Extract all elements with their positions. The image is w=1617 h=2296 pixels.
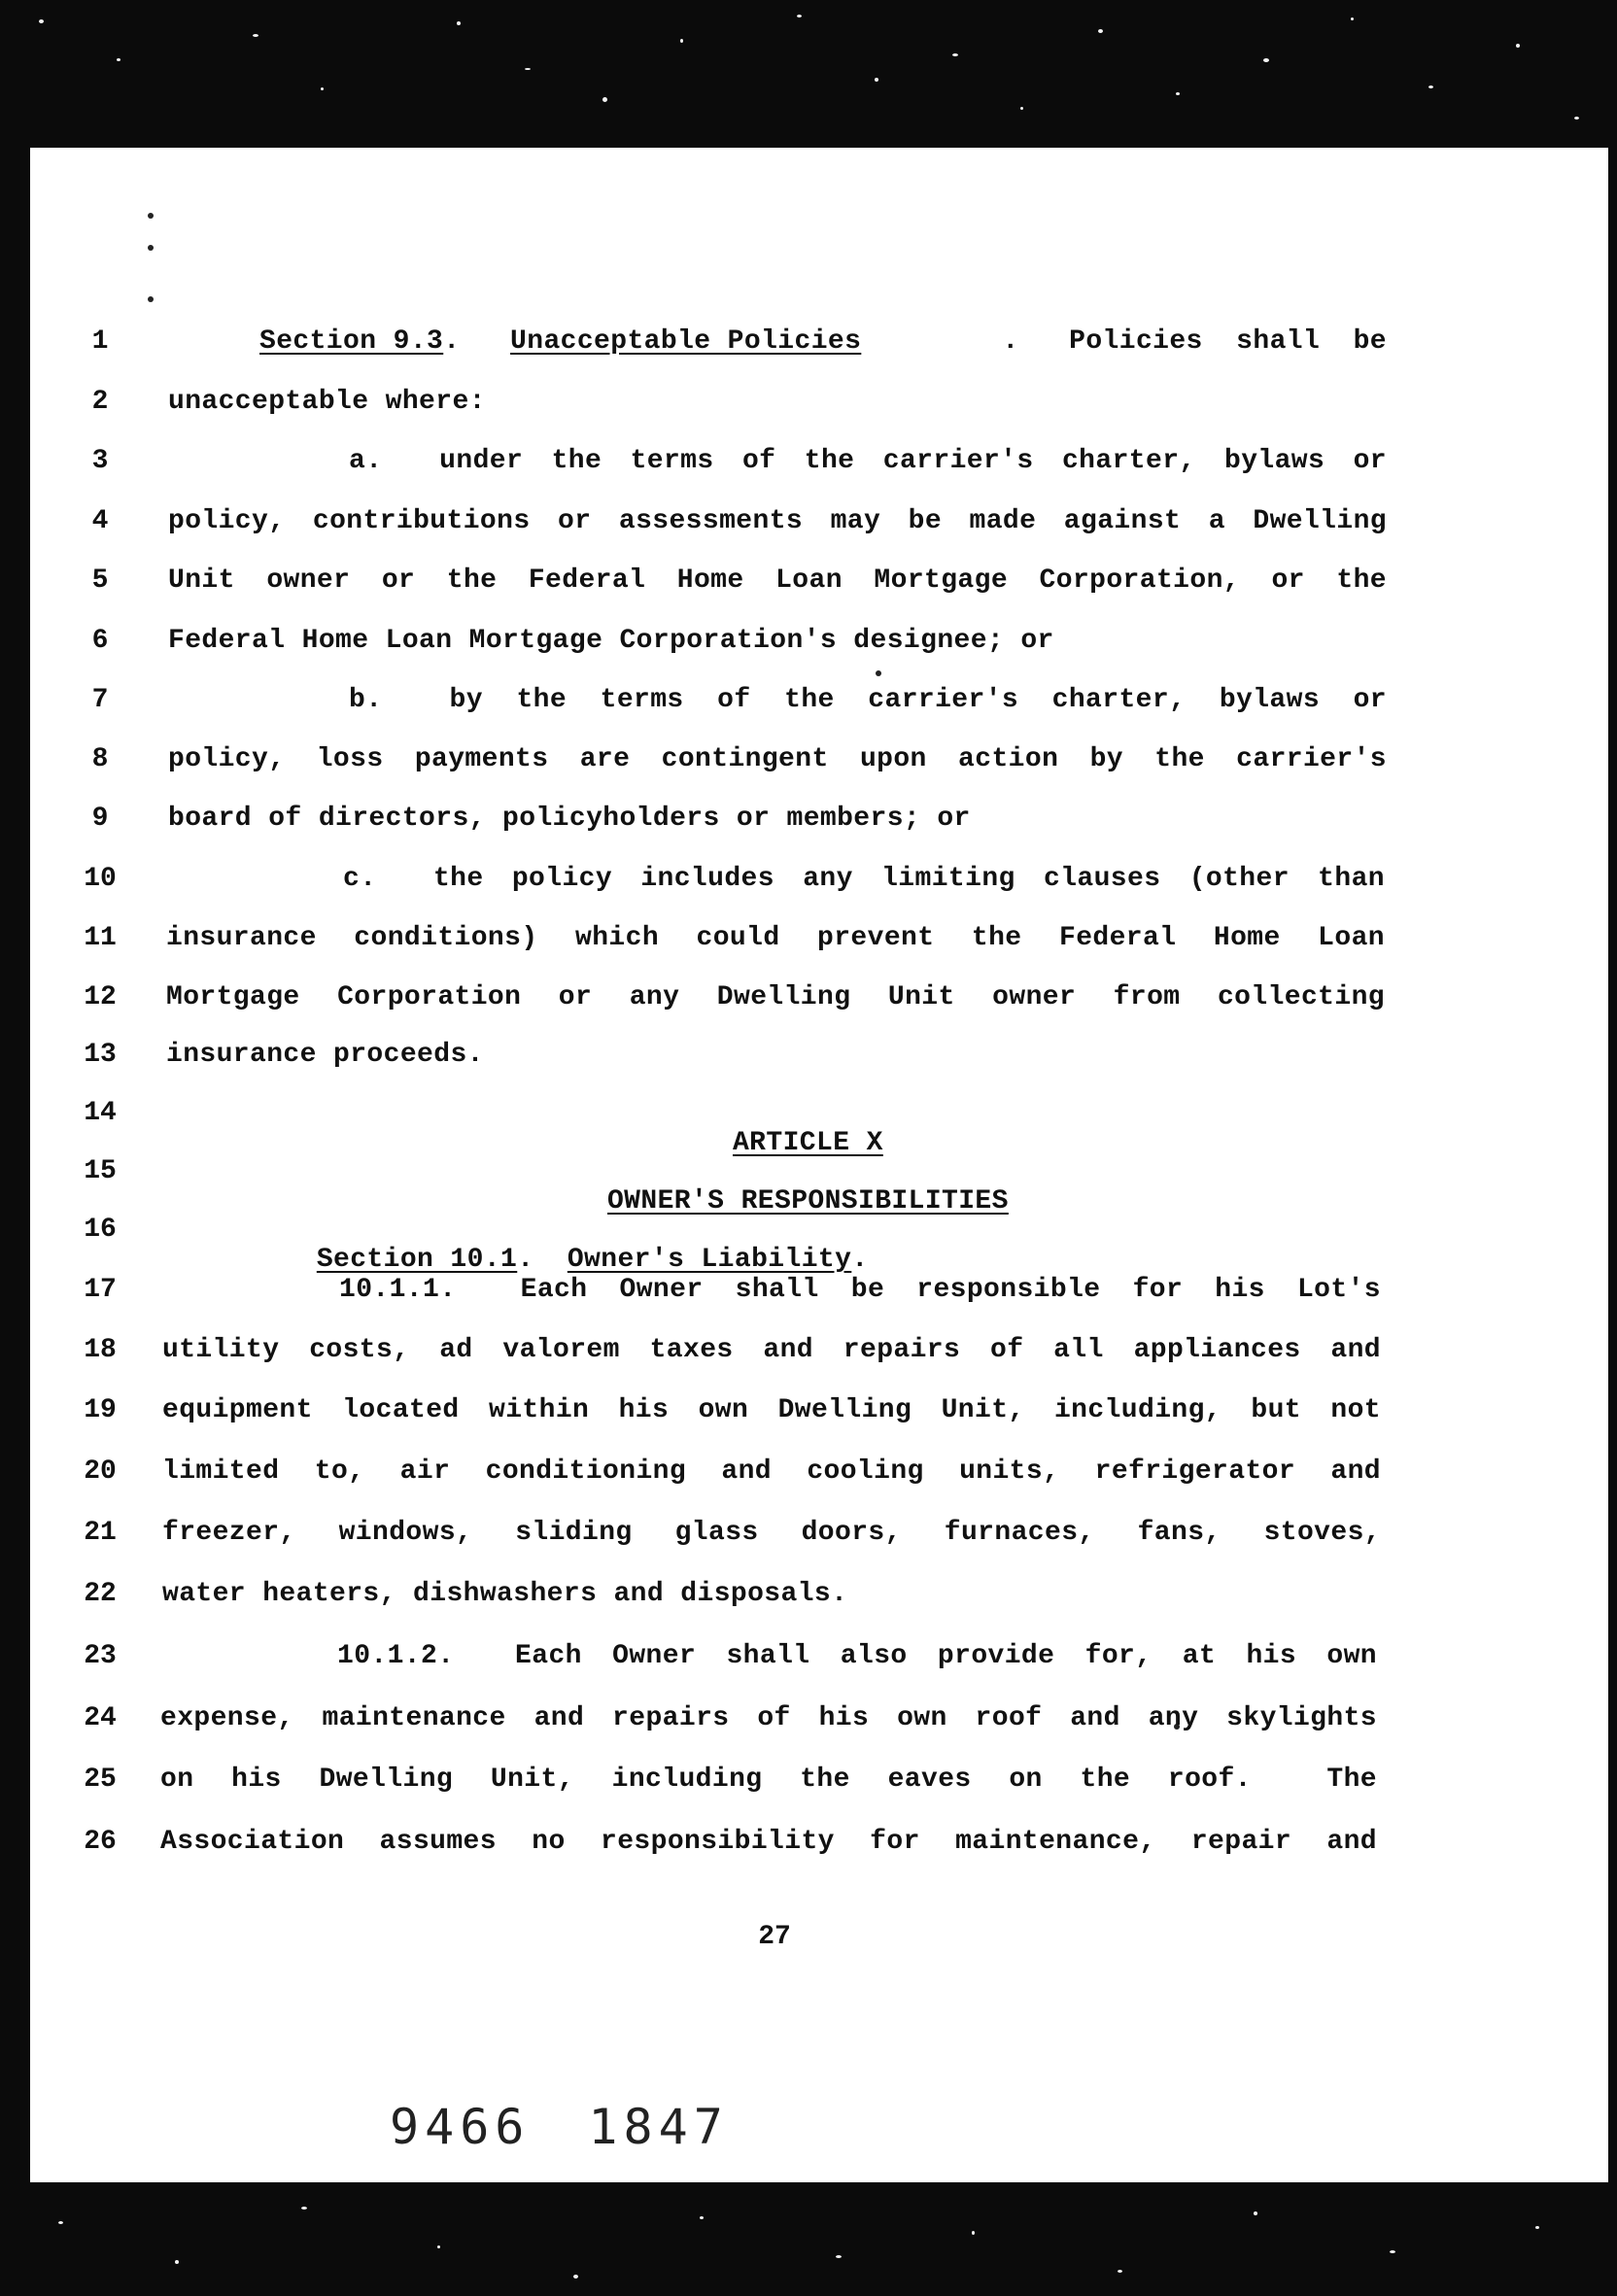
line-number: 4 [91, 506, 109, 536]
line-number: 1 [91, 326, 109, 357]
document-page [30, 148, 1608, 2182]
article-title-text: OWNER'S RESPONSIBILITIES [606, 1186, 1009, 1217]
line-number: 26 [84, 1827, 117, 1857]
text-line: a. under the terms of the carrier's charter, bylaws or [349, 446, 1387, 476]
line-number: 16 [84, 1215, 117, 1245]
line-number: 24 [84, 1703, 117, 1733]
text-line: on his Dwelling Unit, including the eaves on the roof. The [160, 1765, 1377, 1795]
line-number: 25 [84, 1765, 117, 1795]
text-line: unacceptable where: [168, 387, 486, 417]
text-line: Unit owner or the Federal Home Loan Mortgage Corporation, or the [168, 565, 1387, 596]
stamp-book-number: 9466 [390, 2099, 531, 2155]
text-line: water heaters, dishwashers and disposals. [162, 1579, 848, 1609]
text-line: limited to, air conditioning and cooling units, refrigerator and [162, 1456, 1381, 1487]
line-number: 14 [84, 1098, 117, 1128]
stamp-page-number: 1847 [588, 2099, 729, 2155]
text-line: Association assumes no responsibility for maintenance, repair and [160, 1827, 1377, 1857]
section-9-3-label: Section 9.3 [259, 326, 444, 357]
article-number: ARTICLE X [732, 1128, 883, 1158]
text-line: expense, maintenance and repairs of his own roof and any skylights [160, 1703, 1377, 1733]
line-number: 19 [84, 1395, 117, 1425]
scan-border-top [0, 0, 1617, 148]
text-fragment: . Policies shall be [1002, 326, 1387, 357]
text-line: policy, contributions or assessments may be made against a Dwelling [168, 506, 1387, 536]
line-number: 2 [91, 387, 109, 417]
scan-speck [148, 245, 154, 251]
section-9-3-heading [259, 326, 1387, 357]
line-number: 10 [84, 864, 117, 894]
text-line: b. by the terms of the carrier's charter, bylaws or [349, 685, 1387, 715]
text-line: equipment located within his own Dwelling Unit, including, but not [162, 1395, 1381, 1425]
text-line: insurance proceeds. [166, 1040, 484, 1070]
line-number: 15 [84, 1156, 117, 1186]
text-fragment: . [443, 326, 511, 357]
line-number: 18 [84, 1335, 117, 1365]
line-number: 22 [84, 1579, 117, 1609]
line-number: 7 [91, 685, 109, 715]
text-line: Federal Home Loan Mortgage Corporation's designee; or [168, 626, 1054, 656]
section-10-1-label: Section 10.1 [316, 1245, 518, 1275]
line-number: 3 [91, 446, 109, 476]
scan-speck [876, 670, 881, 676]
recording-stamp [390, 2099, 787, 2155]
text-line: board of directors, policyholders or members; or [168, 804, 971, 834]
line-number: 11 [84, 923, 117, 953]
line-number: 8 [91, 744, 109, 774]
text-fragment: . [851, 1245, 869, 1275]
text-line: Mortgage Corporation or any Dwelling Unit owner from collecting [166, 982, 1385, 1012]
page-number: 27 [758, 1922, 791, 1952]
line-number: 5 [91, 565, 109, 596]
text-line: 10.1.2. Each Owner shall also provide for, at his own [337, 1641, 1377, 1671]
text-line: insurance conditions) which could prevent the Federal Home Loan [166, 923, 1385, 953]
text-line: policy, loss payments are contingent upon action by the carrier's [168, 744, 1387, 774]
text-line: utility costs, ad valorem taxes and repairs of all appliances and [162, 1335, 1381, 1365]
section-10-1-title: Owner's Liability [567, 1245, 852, 1275]
text-line: c. the policy includes any limiting clauses (other than [343, 864, 1385, 894]
line-number: 13 [84, 1040, 117, 1070]
scan-border-bottom [0, 2182, 1617, 2296]
line-number: 21 [84, 1518, 117, 1548]
line-number: 12 [84, 982, 117, 1012]
line-number: 20 [84, 1456, 117, 1487]
line-number: 23 [84, 1641, 117, 1671]
text-line: freezer, windows, sliding glass doors, furnaces, fans, stoves, [162, 1518, 1381, 1548]
section-9-3-title: Unacceptable Policies [510, 326, 862, 357]
scan-speck [148, 296, 154, 302]
scan-speck [148, 213, 154, 219]
line-number: 6 [91, 626, 109, 656]
text-line: 10.1.1. Each Owner shall be responsible for his Lot's [339, 1275, 1381, 1305]
text-fragment: . [517, 1245, 568, 1275]
line-number: 17 [84, 1275, 117, 1305]
line-number: 9 [91, 804, 109, 834]
